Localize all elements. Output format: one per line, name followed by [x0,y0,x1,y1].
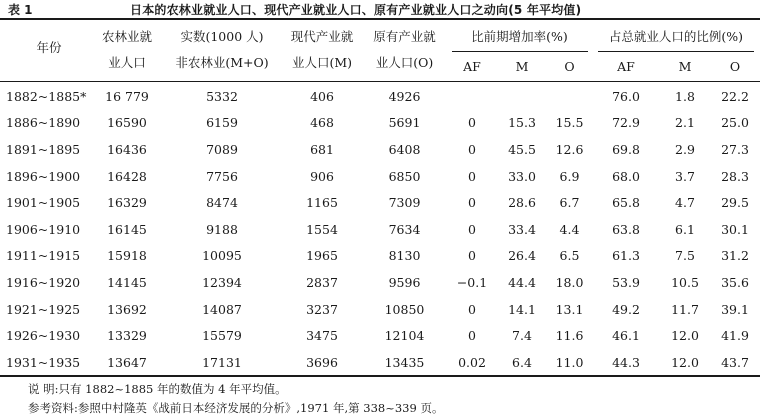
cell-growth-o: 11.6 [555,328,584,344]
cell-growth-af: 0 [468,115,476,131]
cell-growth-o: 4.4 [559,221,580,237]
cell-agri: 16329 [107,195,147,211]
cell-agri: 16428 [107,168,147,184]
cell-nonagri: 7089 [206,141,238,157]
cell-share-o: 25.0 [721,115,749,131]
data-table [0,83,760,376]
cell-share-o: 35.6 [721,274,749,290]
cell-agri: 16 779 [105,88,149,104]
cell-share-m: 6.1 [675,221,695,237]
header-year: 年份 [36,40,62,55]
cell-nonagri: 12394 [202,274,242,290]
cell-share-af: 49.2 [612,301,640,317]
cell-growth-o: 12.6 [555,141,584,157]
cell-modern: 3475 [306,328,338,344]
cell-year: 1891~1895 [6,141,81,157]
cell-growth-af [447,83,497,110]
cell-year: 1921~1925 [6,301,81,317]
cell-growth-m: 45.5 [508,141,536,157]
cell-share-af: 76.0 [612,88,640,104]
cell-growth-o [547,83,592,110]
cell-share-m: 7.5 [675,248,695,264]
table-row [0,349,760,376]
cell-growth-m: 14.1 [508,301,536,317]
cell-share-m: 3.7 [675,168,695,184]
cell-share-af: 61.3 [612,248,640,264]
cell-growth-m: 26.4 [508,248,536,264]
header-orig-line2: 业人口(O) [375,55,434,70]
table-row [0,243,760,270]
header-agri-line1: 农林业就 [101,29,152,44]
cell-share-af: 68.0 [612,168,640,184]
table-row [0,83,760,110]
cell-agri: 16436 [107,141,147,157]
cell-share-m: 2.9 [675,141,695,157]
top-rule [0,18,760,20]
cell-share-af: 63.8 [612,221,640,237]
cell-growth-m: 44.4 [508,274,536,290]
cell-year: 1931~1935 [6,354,81,370]
cell-agri: 13329 [107,328,147,344]
table-row [0,296,760,323]
header-growth-af: AF [463,59,481,74]
cell-share-o: 27.3 [721,141,749,157]
table-title-row [0,0,760,18]
header-actual-line1: 实数(1000 人) [180,29,264,44]
table-row [0,136,760,163]
header-share-m: M [678,59,692,74]
cell-modern: 468 [310,115,334,131]
cell-orig: 6408 [388,141,421,157]
cell-orig: 10850 [384,301,425,317]
cell-modern: 3237 [306,301,338,317]
note-explanation: 说 明:只有 1882~1885 年的数值为 4 年平均值。 [28,382,287,396]
cell-share-m: 2.1 [675,115,695,131]
cell-orig: 9596 [388,274,421,290]
cell-share-o: 22.2 [721,88,749,104]
cell-share-m: 10.5 [671,274,699,290]
cell-nonagri: 14087 [202,301,242,317]
cell-modern: 1554 [306,221,338,237]
cell-modern: 1965 [306,248,338,264]
cell-year: 1911~1915 [6,248,81,264]
bottom-rule [0,375,760,377]
cell-nonagri: 15579 [202,328,242,344]
cell-orig: 13435 [384,354,425,370]
cell-agri: 13647 [107,354,147,370]
cell-growth-m: 6.4 [512,354,532,370]
header-share-o: O [729,59,741,74]
header-agri-line2: 业人口 [108,55,146,70]
cell-share-o: 31.2 [721,248,749,264]
cell-modern: 2837 [306,274,338,290]
cell-modern: 906 [310,168,334,184]
table-row [0,110,760,137]
cell-modern: 3696 [306,354,338,370]
header-share-group: 占总就业人口的比例(%) [608,29,744,44]
cell-agri: 16590 [107,115,147,131]
cell-year: 1906~1910 [6,221,81,237]
cell-year: 1926~1930 [6,328,81,344]
cell-orig: 7309 [388,195,421,211]
cell-growth-af: 0 [468,168,476,184]
cell-share-o: 28.3 [721,168,749,184]
cell-growth-m: 33.0 [508,168,536,184]
cell-share-af: 72.9 [612,115,640,131]
header-growth-group: 比前期增加率(%) [471,29,568,44]
cell-orig: 8130 [388,248,421,264]
cell-year: 1901~1905 [6,195,81,211]
table-number: 表 1 [8,3,33,17]
header-rule [0,81,760,82]
cell-orig: 6850 [388,168,421,184]
cell-growth-o: 6.9 [559,168,580,184]
cell-growth-af: 0 [468,301,476,317]
cell-share-m: 11.7 [671,301,699,317]
cell-growth-af: 0.02 [458,354,486,370]
cell-share-m: 1.8 [675,88,695,104]
cell-orig: 4926 [388,88,421,104]
cell-growth-m: 33.4 [508,221,536,237]
cell-growth-o: 6.7 [559,195,580,211]
cell-nonagri: 7756 [206,168,238,184]
cell-share-m: 12.0 [671,328,699,344]
header-modern-line1: 现代产业就 [290,29,354,44]
cell-growth-m: 15.3 [508,115,536,131]
cell-share-o: 30.1 [721,221,749,237]
table-row [0,269,760,296]
cell-year: 1886~1890 [6,115,81,131]
growth-subrule [452,51,588,52]
cell-modern: 406 [310,88,334,104]
table-row [0,216,760,243]
cell-nonagri: 10095 [202,248,242,264]
cell-share-m: 12.0 [671,354,699,370]
cell-growth-o: 15.5 [555,115,584,131]
cell-share-af: 65.8 [612,195,640,211]
cell-share-af: 46.1 [612,328,640,344]
cell-share-m: 4.7 [675,195,695,211]
table-row [0,322,760,349]
cell-year: 1896~1900 [6,168,81,184]
cell-growth-af: −0.1 [456,274,488,290]
cell-agri: 14145 [107,274,147,290]
header-modern-line2: 业人口(M) [291,55,353,70]
header-actual-line2: 非农林业(M+O) [175,55,269,70]
cell-agri: 16145 [107,221,147,237]
share-subrule [598,51,754,52]
cell-nonagri: 5332 [206,88,238,104]
table-row [0,189,760,216]
cell-orig: 7634 [388,221,421,237]
cell-growth-af: 0 [468,221,476,237]
cell-nonagri: 6159 [206,115,238,131]
header-growth-m: M [515,59,529,74]
cell-year: 1882~1885* [6,88,87,104]
cell-modern: 1165 [306,195,338,211]
cell-share-af: 44.3 [612,354,640,370]
cell-nonagri: 9188 [206,221,238,237]
cell-growth-af: 0 [468,248,476,264]
table-title: 日本的农林业就业人口、现代产业就业人口、原有产业就业人口之动向(5 年平均值) [130,3,582,17]
cell-modern: 681 [310,141,334,157]
header-share-af: AF [617,59,635,74]
cell-growth-af: 0 [468,141,476,157]
cell-growth-m: 28.6 [508,195,536,211]
cell-agri: 15918 [107,248,147,264]
cell-nonagri: 17131 [202,354,242,370]
cell-year: 1916~1920 [6,274,81,290]
cell-share-af: 69.8 [612,141,640,157]
cell-growth-af: 0 [468,195,476,211]
cell-growth-o: 6.5 [559,248,580,264]
table-row [0,163,760,190]
cell-growth-m [497,83,547,110]
cell-growth-o: 18.0 [555,274,584,290]
cell-agri: 13692 [107,301,147,317]
cell-growth-m: 7.4 [512,328,532,344]
cell-growth-o: 13.1 [555,301,584,317]
cell-growth-af: 0 [468,328,476,344]
cell-share-o: 29.5 [721,195,749,211]
cell-share-o: 41.9 [721,328,749,344]
header-growth-o: O [564,59,575,74]
note-reference: 参考资料:参照中村隆英《战前日本经济发展的分析》,1971 年,第 338~339 页。 [28,401,444,415]
cell-nonagri: 8474 [206,195,238,211]
cell-orig: 12104 [384,328,425,344]
cell-share-o: 43.7 [721,354,749,370]
cell-growth-o: 11.0 [555,354,584,370]
cell-orig: 5691 [388,115,421,131]
cell-share-o: 39.1 [721,301,749,317]
cell-share-af: 53.9 [612,274,640,290]
header-orig-line1: 原有产业就 [373,29,436,44]
